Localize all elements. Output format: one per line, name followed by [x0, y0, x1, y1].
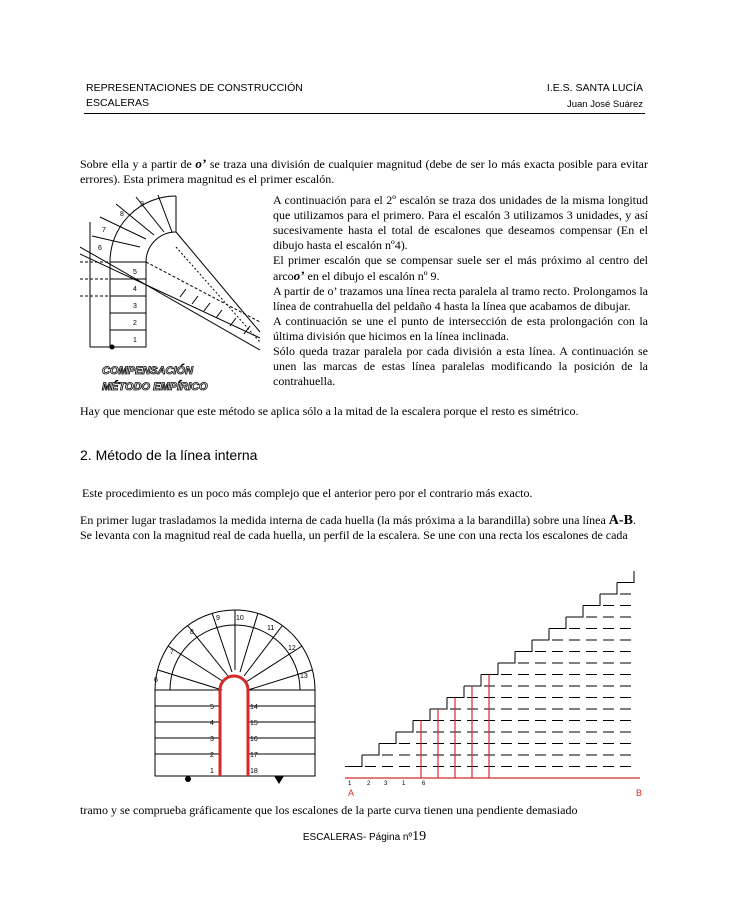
profile-step	[481, 663, 498, 675]
paragraph-right-column	[273, 193, 648, 389]
fig1-label-1: 1	[133, 337, 137, 344]
fig1-label-4: 4	[133, 286, 137, 293]
profile-step	[583, 594, 600, 606]
fig1-label-5: 5	[133, 269, 137, 276]
right-col-line2-mark: o’	[293, 268, 305, 283]
fig2-tick-2: 2	[367, 781, 371, 787]
p1-text-b: se traza una división de cualquier magnitud (debe de ser lo más exacta posible para evitar errores). Esta primera magnitud es el primer escalón.	[80, 157, 648, 186]
paragraph-method-steps	[80, 513, 648, 543]
fig1-label-8: 8	[120, 211, 124, 218]
figure-plan-escalera	[150, 608, 320, 788]
fig2-label-1: 1	[210, 768, 214, 775]
fig2-label-9: 9	[216, 615, 220, 622]
footer-page-number: 19	[412, 829, 427, 844]
fig2-label-2: 2	[210, 752, 214, 759]
paragraph-symmetry-note: Hay que mencionar que este método se aplica sólo a la mitad de la escalera porque el resto es simétrico.	[80, 404, 579, 418]
fig2-point-a: A	[348, 788, 355, 798]
fig1-label-3: 3	[133, 303, 137, 310]
profile-step	[464, 675, 481, 687]
fig2-label-13: 13	[300, 673, 308, 680]
fig1-caption-line1: COMPENSACIÓN	[102, 365, 194, 377]
right-col-line5: Sólo queda trazar paralela por cada división a esta línea. A continuación se unen las marcas de estas línea paralelas modificando la posición de la contrahuella.	[273, 344, 648, 388]
p4-text-c: Se levanta con la magnitud real de cada huella, un perfil de la escalera. Se une con una recta los escalones de cada	[80, 528, 628, 542]
fig2-label-10: 10	[236, 615, 244, 622]
profile-step	[532, 629, 549, 641]
fig2-label-14: 14	[250, 704, 258, 711]
profile-step	[362, 744, 379, 756]
fig2-label-4: 4	[210, 720, 214, 727]
fig1-label-6: 6	[98, 245, 102, 252]
fig2-label-18: 18	[250, 768, 258, 775]
page-header	[86, 82, 643, 110]
profile-step	[617, 571, 634, 583]
profile-step	[515, 640, 532, 652]
right-col-line4: A continuación se une el punto de intersección de esta prolongación con la última división que hicimos en la línea inclinada.	[273, 314, 648, 343]
fig2-label-15: 15	[250, 720, 258, 727]
profile-step	[345, 755, 362, 767]
section-heading: 2. Método de la línea interna	[80, 447, 258, 463]
fig2-label-6: 6	[154, 677, 158, 684]
header-topic: ESCALERAS	[86, 97, 150, 109]
paragraph-conclusion: tramo y se comprueba gráficamente que los escalones de la parte curva tienen una pendiente demasiado	[80, 803, 578, 817]
profile-step	[430, 698, 447, 710]
profile-step	[549, 617, 566, 629]
fig2-label-8: 8	[190, 629, 194, 636]
figure-compensacion-empirico	[80, 192, 268, 402]
right-col-line3: A partir de o’ trazamos una línea recta paralela al tramo recto. Prolongamos la línea de contrahuella del peldaño 4 hasta la línea que acabamos de dibujar.	[273, 284, 648, 313]
header-rule	[84, 113, 645, 114]
p1-text-a: Sobre ella y a partir de	[80, 157, 196, 171]
fig2-label-11: 11	[267, 625, 275, 632]
header-author: Juan José Suárez	[566, 99, 643, 110]
fig1-label-2: 2	[133, 320, 137, 327]
profile-step	[379, 732, 396, 744]
right-col-line2	[273, 253, 648, 284]
fig2-tick-1: 1	[348, 781, 352, 787]
footer-text: ESCALERAS- Página nº	[302, 832, 413, 843]
p4-text-b: .	[632, 513, 636, 527]
fig2-point-b: B	[636, 788, 643, 798]
fig2-tick-3: 3	[384, 781, 388, 787]
fig1-caption-line2: MÉTODO EMPÍRICO	[102, 381, 208, 393]
right-col-line1: A continuación para el 2º escalón se traza dos unidades de la misma longitud que utilizamos para el primero. Para el escalón 3 utilizamos 3 unidades, y así sucesivamente hasta el total de escalones que deseamos compensar (En el dibujo hasta el escalón nº4).	[273, 193, 648, 252]
p4-text-a: En primer lugar trasladamos la medida interna de cada huella (la más próxima a la barandilla) sobre una línea	[80, 513, 609, 527]
profile-step	[413, 709, 430, 721]
p4-mark-ab: A-B	[608, 513, 633, 528]
page-footer	[0, 829, 729, 845]
fig2-handrail-red	[220, 676, 248, 776]
fig1-label-9: 9	[140, 201, 144, 208]
fig2-label-5: 5	[210, 704, 214, 711]
fig2-label-17: 17	[250, 752, 258, 759]
right-col-line2-b: en el dibujo el escalón nº 9.	[304, 269, 440, 283]
figure-perfil-desarrollado	[340, 548, 650, 798]
header-school: I.E.S. SANTA LUCÍA	[546, 82, 643, 94]
profile-step	[447, 686, 464, 698]
fig2-tick-5: 6	[422, 781, 426, 787]
paragraph-intro	[80, 156, 648, 187]
fig2-label-16: 16	[250, 736, 258, 743]
fig2-label-3: 3	[210, 736, 214, 743]
right-col-line2-a: El primer escalón que se compensar suele ser el más próximo al centro del arco	[273, 253, 648, 283]
profile-step	[498, 652, 515, 664]
p1-mark: o’	[195, 156, 207, 171]
header-subject: REPRESENTACIONES DE CONSTRUCCIÓN	[86, 82, 303, 94]
fig2-tick-4: 1	[402, 781, 406, 787]
profile-step	[396, 721, 413, 733]
fig2-label-7: 7	[170, 649, 174, 656]
fig2-label-12: 12	[288, 645, 296, 652]
profile-step	[600, 583, 617, 595]
paragraph-method-intro: Este procedimiento es un poco más complejo que el anterior pero por el contrario más exacto.	[82, 486, 533, 500]
fig1-label-7: 7	[102, 227, 106, 234]
profile-step	[566, 606, 583, 618]
